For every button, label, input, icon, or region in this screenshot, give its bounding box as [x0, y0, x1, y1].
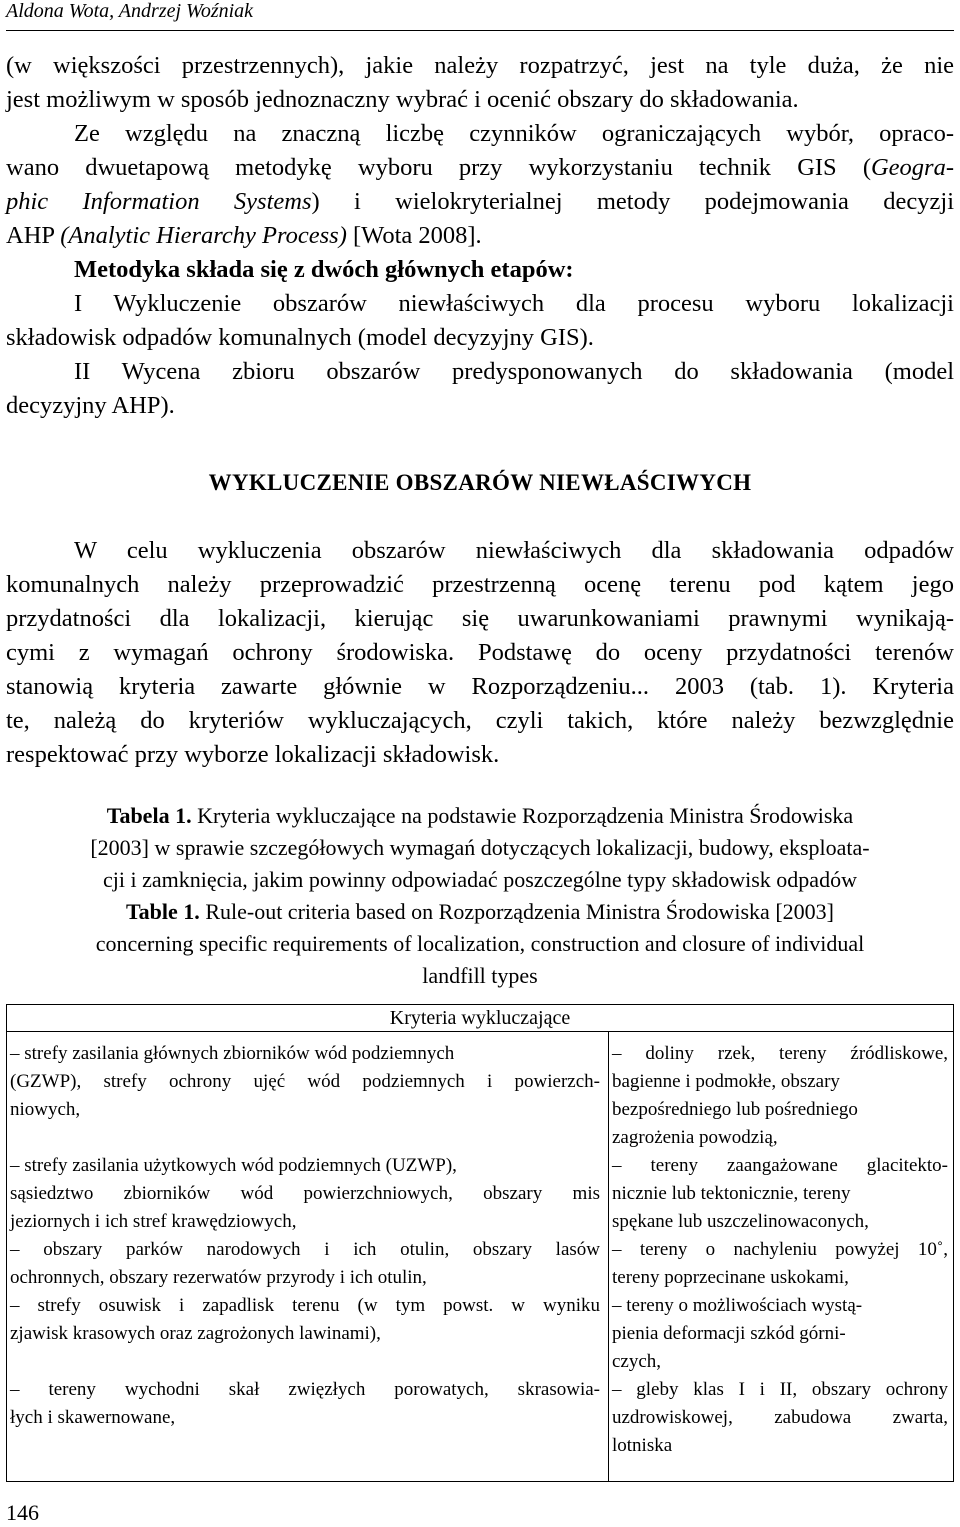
criteria-left-line: jeziornych i ich stref krawędziowych,: [10, 1211, 297, 1232]
criteria-left-line: – strefy osuwisk i zapadlisk terenu (w tym powst. w wyniku: [10, 1295, 600, 1316]
criteria-right-cell: [609, 1032, 954, 1482]
intro-line-6: [6, 219, 954, 253]
section-line-2: komunalnych należy przeprowadzić przestrzenną ocenę terenu pod kątem jego: [6, 571, 954, 598]
criteria-left-list: [7, 1032, 608, 1481]
criteria-right-line: bagienne i podmokłe, obszary: [612, 1071, 840, 1092]
caption-pl-label: Tabela 1.: [106, 803, 192, 828]
criteria-left-line: (GZWP), strefy ochrony ujęć wód podziemnych i powierzch-: [10, 1071, 600, 1092]
method-heading: Metodyka składa się z dwóch głównych etapów:: [74, 256, 574, 283]
caption-en-line-2: concerning specific requirements of localization, construction and closure of individual: [95, 931, 865, 956]
criteria-right-line: nicznie lub tektonicznie, tereny: [612, 1183, 851, 1204]
criteria-right-line: – tereny o możliwościach wystą-: [612, 1295, 863, 1316]
caption-pl-text: Kryteria wykluczające na podstawie Rozporządzenia Ministra Środowiska: [191, 803, 854, 828]
intro-line-1: (w większości przestrzennych), jakie należy rozpatrzyć, jest na tyle duża, że nie: [6, 52, 954, 79]
criteria-right-line: – tereny o nachyleniu powyżej 10˚,: [612, 1239, 948, 1260]
intro-line-4-italic: Geogra-: [870, 154, 954, 181]
intro-line-5-italic: phic Information Systems: [6, 188, 312, 215]
criteria-table: [6, 1004, 954, 1482]
intro-line-3: Ze względu na znaczną liczbę czynników ograniczających wybór, opraco-: [74, 120, 954, 147]
intro-line-4-text: wano dwuetapową metodykę wyboru przy wykorzystaniu technik GIS (: [6, 154, 871, 181]
criteria-right-line: – doliny rzek, tereny źródliskowe,: [612, 1043, 948, 1064]
intro-line-5-text: ) i wielokryterialnej metody podejmowania decyzji: [311, 188, 954, 215]
caption-pl-line-1: [0, 800, 960, 832]
method-step-1-line-1: I Wykluczenie obszarów niewłaściwych dla procesu wyboru lokalizacji: [74, 290, 954, 317]
criteria-right-line: – tereny zaangażowane glacitekto-: [612, 1155, 948, 1176]
section-line-7: respektować przy wyborze lokalizacji składowisk.: [6, 741, 500, 768]
method-step-2-line-1: II Wycena zbioru obszarów predysponowanych do składowania (model: [74, 358, 954, 385]
criteria-right-line: – gleby klas I i II, obszary ochrony: [612, 1379, 948, 1400]
caption-en-label: Table 1.: [126, 899, 200, 924]
caption-pl-line-2: [2003] w sprawie szczegółowych wymagań dotyczących lokalizacji, budowy, eksploata-: [90, 835, 870, 860]
running-header: [6, 0, 954, 31]
section-heading: WYKLUCZENIE OBSZARÓW NIEWŁAŚCIWYCH: [208, 470, 752, 495]
method-step-1-line-2: składowisk odpadów komunalnych (model decyzyjny GIS).: [6, 324, 594, 351]
caption-en-line-3: landfill types: [422, 963, 538, 988]
criteria-left-line: – obszary parków narodowych i ich otulin, obszary lasów: [10, 1239, 600, 1260]
intro-line-2: jest możliwym w sposób jednoznaczny wybrać i ocenić obszary do składowania.: [6, 86, 799, 113]
criteria-table-header: Kryteria wykluczające: [7, 1005, 954, 1032]
intro-line-5: [6, 185, 954, 219]
method-step-2-line-2: decyzyjny AHP).: [6, 392, 175, 419]
criteria-right-line: uzdrowiskowej, zabudowa zwarta,: [612, 1407, 948, 1428]
criteria-right-line: pienia deformacji szkód górni-: [612, 1323, 846, 1344]
caption-en-line-1: [0, 896, 960, 928]
section-line-4: cymi z wymagań ochrony środowiska. Podstawę do oceny przydatności terenów: [6, 639, 954, 666]
criteria-right-line: zagrożenia powodzią,: [612, 1127, 778, 1148]
criteria-right-list: [609, 1032, 953, 1481]
criteria-left-line: sąsiedztwo zbiorników wód powierzchniowych, obszary mis: [10, 1183, 600, 1204]
section-line-6: te, należą do kryteriów wykluczających, czyli takich, które należy bezwzględnie: [6, 707, 954, 734]
section-line-1: W celu wykluczenia obszarów niewłaściwych dla składowania odpadów: [74, 537, 954, 564]
section-line-5: stanowią kryteria zawarte głównie w Rozporządzeniu... 2003 (tab. 1). Kryteria: [6, 673, 954, 700]
page-number: 146: [6, 1500, 39, 1525]
criteria-right-line: bezpośredniego lub pośredniego: [612, 1099, 858, 1120]
running-header-authors: Aldona Wota, Andrzej Woźniak: [6, 0, 254, 22]
caption-en-text: Rule-out criteria based on Rozporządzenia Ministra Środowiska [2003]: [199, 899, 834, 924]
criteria-left-line: łych i skawernowane,: [10, 1407, 176, 1428]
criteria-left-line: – tereny wychodni skał zwięzłych porowatych, skrasowia-: [10, 1379, 600, 1400]
intro-line-6-ahp: AHP: [6, 222, 61, 249]
intro-line-6-italic: (Analytic Hierarchy Process): [60, 222, 347, 249]
intro-line-6-ref: [Wota 2008].: [346, 222, 482, 249]
caption-pl-line-3: cji i zamknięcia, jakim powinny odpowiadać poszczególne typy składowisk odpadów: [103, 867, 857, 892]
criteria-right-line: spękane lub uszczelinowaconych,: [612, 1211, 869, 1232]
criteria-right-line: tereny poprzecinane uskokami,: [612, 1267, 849, 1288]
criteria-left-line: zjawisk krasowych oraz zagrożonych lawinami),: [10, 1323, 381, 1344]
criteria-left-line: ochronnych, obszary rezerwatów przyrody i ich otulin,: [10, 1267, 427, 1288]
section-line-3: przydatności dla lokalizacji, kierując się uwarunkowaniami prawnymi wynikają-: [6, 605, 954, 632]
intro-line-4: [6, 151, 954, 185]
criteria-left-line: – strefy zasilania użytkowych wód podziemnych (UZWP),: [10, 1155, 457, 1176]
criteria-right-line: czych,: [612, 1351, 662, 1372]
criteria-right-line: lotniska: [612, 1435, 673, 1456]
criteria-left-line: – strefy zasilania głównych zbiorników wód podziemnych: [10, 1043, 455, 1064]
criteria-left-cell: [7, 1032, 609, 1482]
criteria-left-line: niowych,: [10, 1099, 81, 1120]
